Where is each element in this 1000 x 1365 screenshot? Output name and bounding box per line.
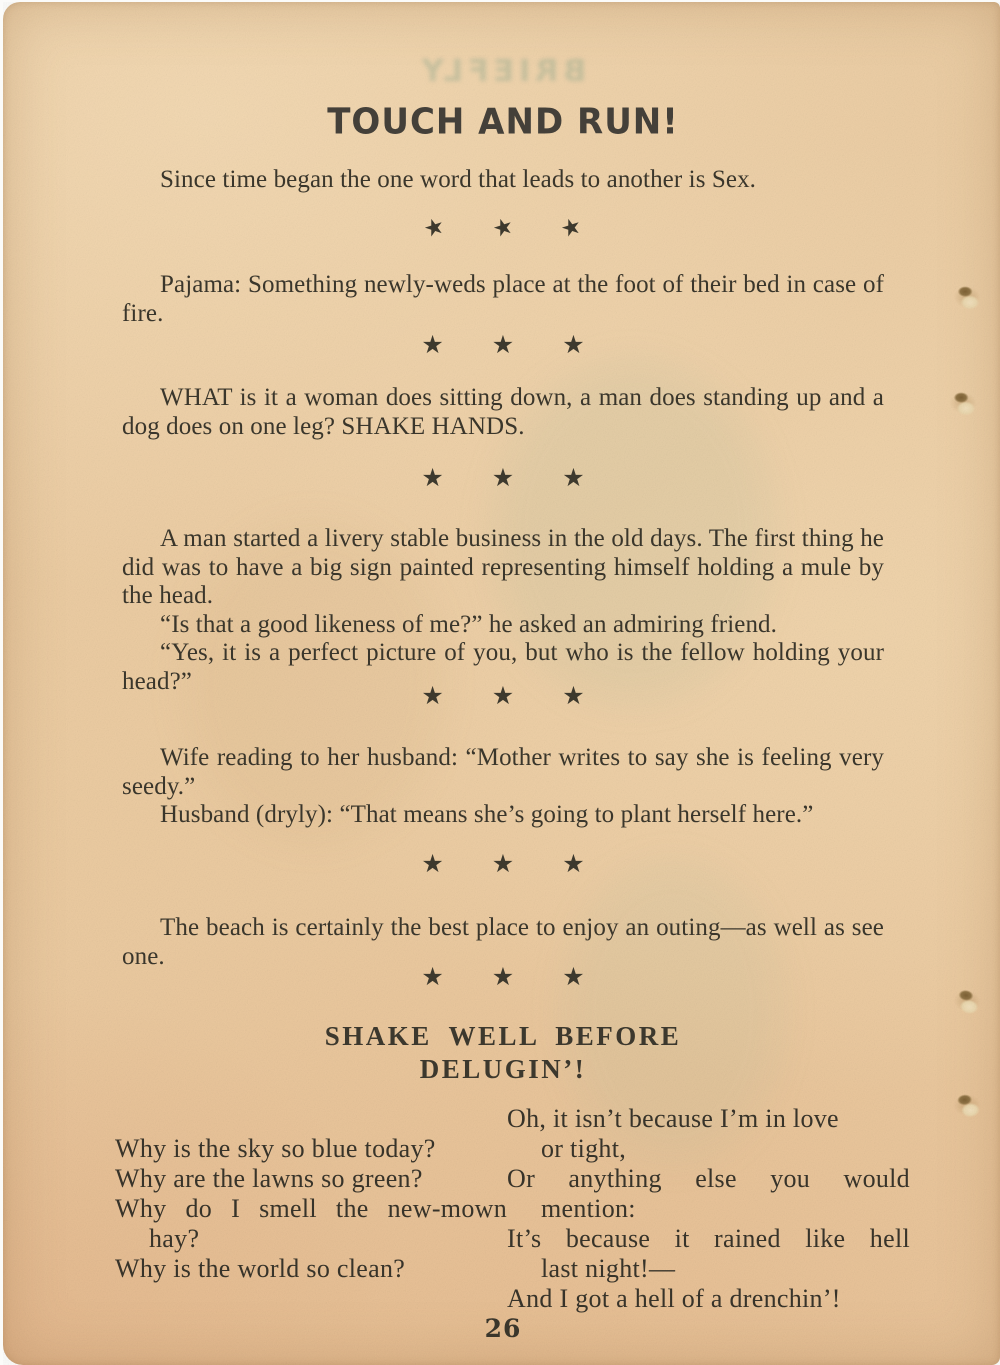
star-icon: ★ bbox=[562, 681, 585, 710]
star-icon: ★ bbox=[491, 962, 515, 991]
star-icon: ★ bbox=[562, 463, 585, 492]
poem-columns bbox=[115, 1104, 910, 1314]
poem-heading bbox=[122, 1020, 884, 1086]
poem-line: Why is the world so clean? bbox=[115, 1254, 406, 1283]
star-icon: ★ bbox=[420, 212, 449, 244]
star-icon: ★ bbox=[421, 849, 444, 878]
star-icon: ★ bbox=[421, 463, 444, 492]
joke-pajama: Pajama: Something newly-weds place at the foot of their bed in case of fire. bbox=[122, 271, 884, 327]
star-icon: ★ bbox=[491, 681, 515, 710]
poem-line: Why are the lawns so green? bbox=[115, 1164, 423, 1193]
paragraph: “Yes, it is a perfect picture of you, but who is the fellow holding your head?” bbox=[122, 639, 884, 695]
page-number: 26 bbox=[484, 1314, 522, 1343]
poem-line: last night!— bbox=[541, 1254, 676, 1283]
paragraph: Husband (dryly): “That means she’s going to plant herself here.” bbox=[160, 801, 814, 828]
joke-seedy bbox=[122, 744, 884, 830]
bleed-through-text: BRIEFLY bbox=[416, 54, 587, 89]
joke-intro: Since time began the one word that leads to another is Sex. bbox=[160, 166, 757, 193]
poem-heading-line2: DELUGIN’! bbox=[419, 1054, 587, 1084]
star-icon: ★ bbox=[562, 962, 585, 991]
page-title: TOUCH AND RUN! bbox=[327, 101, 679, 143]
poem-heading-line1: SHAKE WELL BEFORE bbox=[324, 1021, 682, 1051]
star-icon: ★ bbox=[557, 212, 586, 244]
star-icon: ★ bbox=[421, 681, 444, 710]
paragraph: A man started a livery stable business in the old days. The first thing he did was to have a big sign painted representing himself holding a mule by the head. bbox=[122, 525, 884, 609]
paragraph: “Is that a good likeness of me?” he asked an admiring friend. bbox=[160, 610, 778, 638]
joke-livery-stable bbox=[122, 525, 884, 696]
poem-line: Oh, it isn’t because I’m in love bbox=[507, 1104, 839, 1133]
star-icon: ★ bbox=[562, 849, 585, 878]
star-icon: ★ bbox=[491, 330, 515, 359]
star-icon: ★ bbox=[491, 463, 515, 492]
paragraph: Wife reading to her husband: “Mother writes to say she is feeling very seedy.” bbox=[122, 744, 884, 800]
poem-line: Why do I smell the new-mown bbox=[115, 1194, 507, 1223]
star-icon: ★ bbox=[491, 849, 515, 878]
poem-right-column bbox=[507, 1104, 910, 1314]
staple-hole bbox=[949, 282, 985, 312]
star-divider bbox=[122, 330, 884, 364]
poem-line: or tight, bbox=[541, 1134, 627, 1163]
star-divider bbox=[122, 681, 884, 715]
poem-left-column bbox=[115, 1134, 507, 1314]
star-icon: ★ bbox=[421, 962, 444, 991]
star-icon: ★ bbox=[421, 330, 444, 359]
star-divider bbox=[122, 962, 884, 996]
poem-line: Why is the sky so blue today? bbox=[115, 1134, 436, 1163]
star-icon: ★ bbox=[489, 212, 517, 244]
paper-sheet bbox=[3, 2, 1000, 1365]
poem-line: hay? bbox=[149, 1224, 200, 1253]
poem-line: Or anything else you would bbox=[507, 1164, 910, 1193]
staple-hole bbox=[947, 984, 987, 1019]
staple-hole bbox=[945, 388, 981, 418]
poem-line: And I got a hell of a drenchin’! bbox=[507, 1284, 841, 1313]
star-divider bbox=[122, 463, 884, 497]
star-icon: ★ bbox=[562, 330, 585, 359]
star-divider bbox=[122, 212, 884, 246]
star-divider bbox=[122, 849, 884, 883]
joke-beach: The beach is certainly the best place to enjoy an outing—as well as see one. bbox=[122, 914, 884, 970]
staple-hole bbox=[948, 1088, 987, 1122]
joke-riddle: WHAT is it a woman does sitting down, a man does standing up and a dog does on one leg? SHAKE HANDS. bbox=[122, 384, 884, 440]
poem-line: It’s because it rained like hell bbox=[507, 1224, 910, 1253]
poem-line: mention: bbox=[541, 1194, 636, 1223]
